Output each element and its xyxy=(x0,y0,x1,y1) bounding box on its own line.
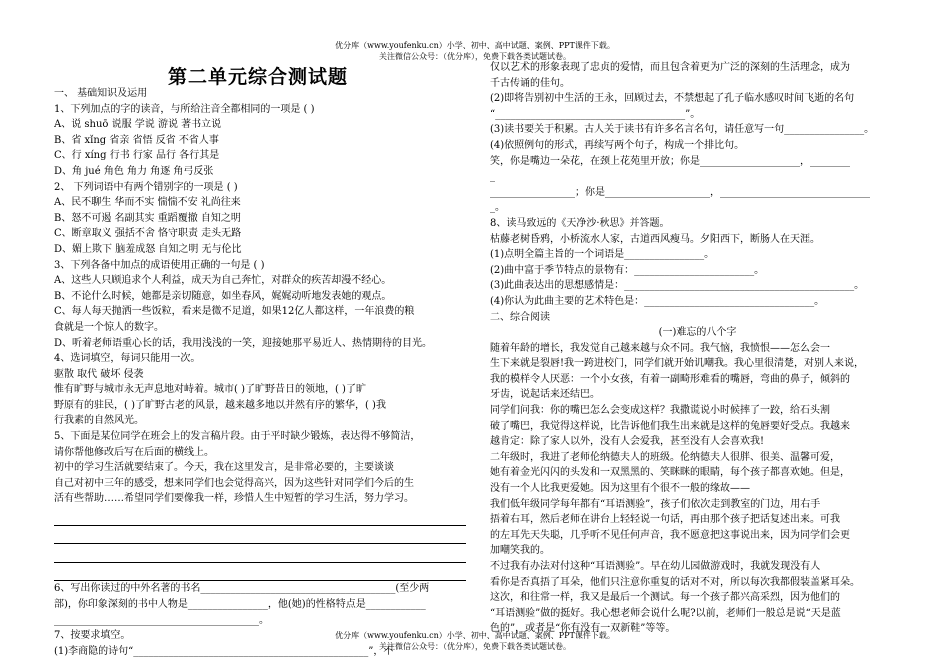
left-text-line: D、角 jué 角色 角力 角逐 角弓反张 xyxy=(54,165,214,177)
right-text-line: (3)此曲表达出的思想感情是：______________________________________________。 xyxy=(490,280,865,292)
left-text-line: 一、 基础知识及运用 xyxy=(54,88,148,99)
left-text-line: A、这些人只顾追求个人利益，成天为自己奔忙，对群众的疾苦却漫不经心。 xyxy=(54,275,392,287)
answer-blank-line xyxy=(54,509,466,526)
left-text-line: 自己对初中三年的感受，想来同学们也会觉得高兴，因为这些针对同学们今后的生 xyxy=(54,477,414,489)
header-line-2: 关注微信公众号：（优分库），免费下载各类试题试卷。 xyxy=(379,52,571,61)
left-text-line: 请你帮他修改后写在后面的横线上。 xyxy=(54,446,214,458)
right-text-line: (1)点明全篇主旨的一个词语是________________。 xyxy=(490,249,715,261)
left-text-line: (1)李商隐的诗句“_______________________________________________”，不 xyxy=(54,645,394,657)
left-text-line: B、省 xǐng 省亲 省悟 反省 不省人事 xyxy=(54,134,219,146)
right-text-line: 的左耳先天失聪，几乎听不见任何声音，我不愿意把这事说出来，因为同学们会更 xyxy=(490,529,850,541)
left-text-line: 初中的学习生活就要结束了。今天，我在这里发言，是非常必要的，主要谈谈 xyxy=(54,462,394,474)
right-text-line: 同学们问我：你的嘴巴怎么会变成这样？我撒谎说小时候摔了一跤，给石头割 xyxy=(490,405,830,417)
right-text-line: (3)读书要关于积累。古人关于读书有许多名言名句，请任意写一句________________。 xyxy=(490,124,875,136)
left-text-line: 1、下列加点的字的读音，与所给注音全都相同的一项是 ( ) xyxy=(54,103,315,115)
right-text-line: “耳语测验”做的挺好。我心想老师会说什么呢?以前，老师们一般总是说“天是蓝 xyxy=(490,607,841,619)
left-text-line: C、断章取义 强括不舍 恪守职责 走头无路 xyxy=(54,228,242,240)
left-text-line: 3、下列各备中加点的成语使用正确的一句是 ( ) xyxy=(54,259,265,271)
left-text-line: 部)，你印象深刻的书中人物是________________，他(她)的性格特点是____________ xyxy=(54,599,426,610)
right-text-line: 随着年龄的增长，我发觉自己越来越与众不同。我气恼，我愤恨——怎么会一 xyxy=(490,342,830,354)
left-column xyxy=(54,86,466,659)
left-text-line: 5、下面是某位同学在班会上的发言稿片段。由于平时缺少锻炼，表达得不够简洁， xyxy=(54,431,421,443)
right-text-line: 千古传诵的佳句。 xyxy=(490,77,570,89)
left-text-line: 食就是一个惊人的数字。 xyxy=(54,321,164,333)
right-text-line: 我的模样令人厌恶：一个小女孩，有着一副畸形难看的嘴唇，弯曲的鼻子，倾斜的 xyxy=(490,373,850,385)
right-text-line: _________________；你是_____________________，______________________________ xyxy=(490,186,870,198)
right-text-line: “______________________________________”。 xyxy=(490,108,701,120)
right-text-line: (4)依照例句的形式，再续写两个句子，构成一个排比句。 xyxy=(490,139,745,151)
left-text-line: 6、写出你读过的中外名著的书名_______________________________________(至少两 xyxy=(54,583,430,595)
right-text-line: 她有着金光闪闪的头发和一双黑黑的、笑眯眯的眼睛，每个孩子都喜欢她。但是， xyxy=(490,467,850,479)
right-text-line: (一)难忘的八个字 xyxy=(658,327,737,339)
right-column xyxy=(490,60,905,637)
right-text-line: (4)你认为此曲主要的艺术特色是：__________________________________。 xyxy=(490,295,825,307)
right-text-line: 不过我有办法对付这种“耳语测验”。早在幼儿园做游戏时，我就发现没有人 xyxy=(490,561,821,572)
answer-blank-line xyxy=(54,528,466,545)
right-text-line: _ xyxy=(490,171,495,183)
left-text-line: B、不论什么时候，她都是亲切随意，如坐春风，娓娓动听地发表她的观点。 xyxy=(54,290,392,302)
left-text-line: B、怒不可遏 名副其实 重蹈覆撤 自知之明 xyxy=(54,212,241,224)
left-text-line: 2、 下列词语中有两个错别字的一项是 ( ) xyxy=(54,181,238,193)
page-header xyxy=(0,40,950,62)
left-text-line: 驱散 取代 破坏 侵袭 xyxy=(54,368,144,380)
footer-line-2: 关注微信公众号：（优分库），免费下载各类试题试卷。 xyxy=(379,642,571,651)
right-text-line: 笑，你是嘴边一朵花，在颈上花苑里开放；你是____________________，________ xyxy=(490,155,850,167)
right-text-line: _。 xyxy=(490,202,505,214)
page-footer xyxy=(0,630,950,652)
right-text-line: 我们低年级同学每年都有“耳语测验”，孩子们依次走到教室的门边，用右手 xyxy=(490,498,821,510)
answer-blank-line xyxy=(54,565,466,582)
left-text-line: _________________________________________。 xyxy=(54,614,269,626)
left-text-line: 行我素的自然风光。 xyxy=(54,415,144,427)
left-text-line: C、行 xíng 行书 行家 品行 各行其是 xyxy=(54,150,220,162)
left-text-line: A、民不聊生 华而不实 惴惴不安 礼尚往来 xyxy=(54,197,241,209)
left-text-line: D、听着老师语重心长的话，我用浅浅的一笑，迎接她那平易近人、热情期待的目光。 xyxy=(54,337,433,349)
left-text-line: A、说 shuō 说服 学说 游说 著书立说 xyxy=(54,119,222,131)
answer-blank-line xyxy=(54,546,466,563)
right-text-line: (2)即将告别初中生活的王永，回顾过去，不禁想起了孔子临水感叹时间飞逝的名句 xyxy=(490,93,855,105)
left-text-line: 4、选词填空，每词只能用一次。 xyxy=(54,353,201,365)
header-line-1: 优分库（www.youfenku.cn）小学、初中、高中试题、案例、PPT课件下载。 xyxy=(335,41,615,50)
footer-line-1: 优分库（www.youfenku.cn）小学、初中、高中试题、案例、PPT课件下载。 xyxy=(335,631,615,640)
left-text-line: 野原有的驻民，( )了旷野古老的风景，越来越多地以并然有序的繁华，( )我 xyxy=(54,399,386,411)
left-text-line: 惟有旷野与城市永无声息地对峙着。城市( )了旷野昔日的领地，( )了旷 xyxy=(54,384,366,396)
left-text-line: 活有些帮助……希望同学们要像我一样，珍惜人生中短暂的学习生活，努力学习。 xyxy=(54,493,414,505)
right-text-line: 8、读马致远的《天净沙·秋思》并答题。 xyxy=(490,217,670,229)
right-text-line: 这次，和往常一样，我又是最后一个测试。每一个孩子都兴高采烈，因为他们的 xyxy=(490,592,840,604)
right-text-line: 破了嘴巴，我觉得这样说，比告诉他们我生出来就是这样的兔唇要好受点。我越来 xyxy=(490,420,850,432)
right-text-line: 枯藤老树昏鸦，小桥流水人家，古道西风瘦马。夕阳西下，断肠人在天涯。 xyxy=(490,233,820,245)
right-text-line: 生下来就是裂唇!我一跨进校门，同学们就开始讥嘲我。我心里很清楚，对别人来说， xyxy=(490,358,865,370)
right-text-line: 二、综合阅读 xyxy=(490,311,550,323)
right-text-line: 仅以艺术的形象表现了忠贞的爱情，而且包含着更为广泛的深刻的生活理念，成为 xyxy=(490,62,850,73)
left-text-line: D、媚上欺下 脑羞成怒 自知之明 无与伦比 xyxy=(54,243,242,255)
left-text-line: C、每人每天抛洒一些饭粒，看来是微不足道，如果12亿人都这样，一年浪费的粮 xyxy=(54,306,415,318)
right-text-line: 加嘲笑我的。 xyxy=(490,545,550,557)
right-text-line: 二年级时，我进了老师伦纳德夫人的班级。伦纳德夫人很胖、很美、温馨可爱， xyxy=(490,451,840,463)
right-text-line: 没有一个人比我更爱她。因为这里有个很不一般的缘故—— xyxy=(490,483,750,495)
right-text-line: 看你是否真捂了耳朵，他们只注意你重复的话对不对，所以每次我都假装盖紧耳朵。 xyxy=(490,576,860,588)
right-text-line: 捂着右耳，然后老师在讲台上轻轻说一句话，再由那个孩子把话复述出来。可我 xyxy=(490,514,840,526)
right-text-line: (2)曲中富于季节特点的景物有：________________________。 xyxy=(490,264,765,276)
right-text-line: 牙齿，说起话来还结巴。 xyxy=(490,389,600,401)
right-text-line: 色的”，或者是“你有没有一双新鞋”等等。 xyxy=(490,623,676,635)
page-title: 第二单元综合测试题 xyxy=(168,66,349,88)
left-text-line: 7、按要求填空。 xyxy=(54,630,131,642)
right-text-line: 越肯定：除了家人以外，没有人会爱我，甚至没有人会喜欢我! xyxy=(490,436,765,448)
